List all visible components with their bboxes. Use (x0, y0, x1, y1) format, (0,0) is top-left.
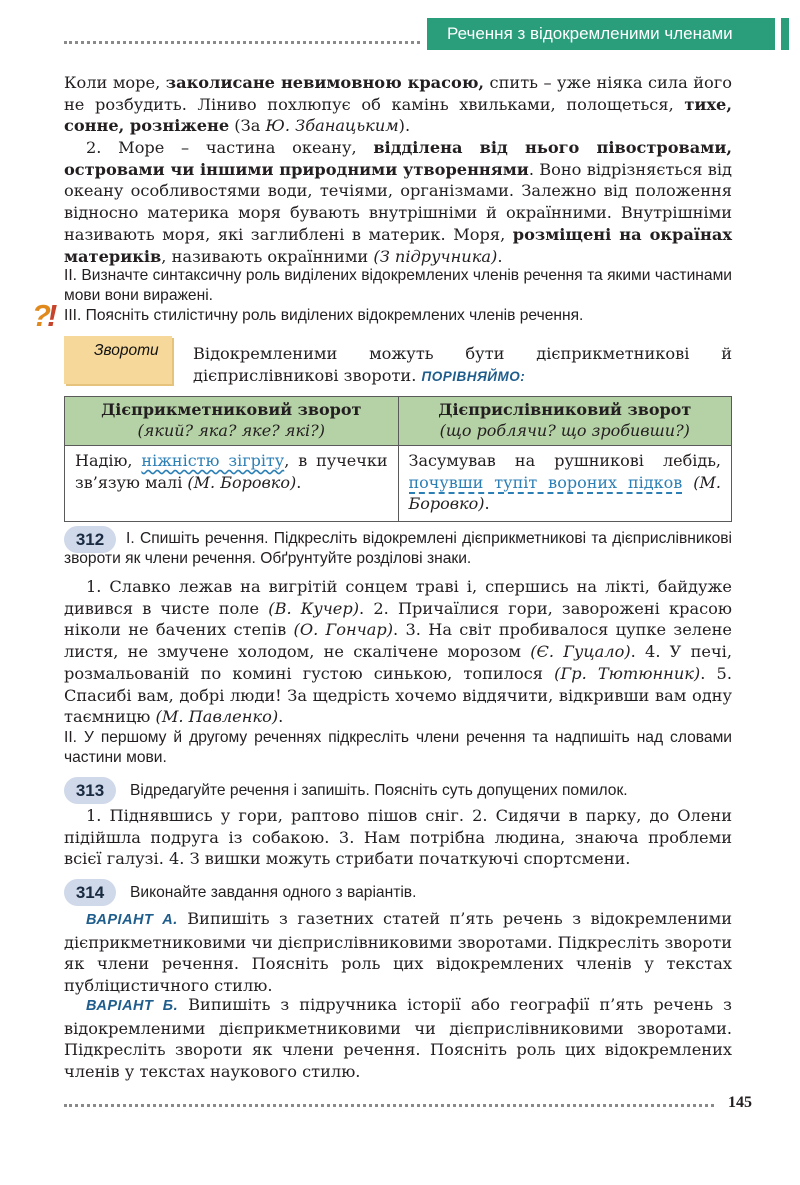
table-cell-participial-example: Надію, ніжністю зігріту, в пучечки зв’язую малі (М. Боровко). (65, 446, 399, 522)
variant-b-label: ВАРІАНТ Б. (86, 998, 179, 1014)
comparison-table (64, 396, 732, 522)
exercise-314-variant-b: ВАРІАНТ Б. Випишіть з підручника історії або географії п’ять речень з відокремленими дієприкметниковими чи дієприслівниковими зворотами. Підкресліть звороти як члени речення. Поясніть роль цих відокремлених членів у текстах наукового стилю. (64, 995, 733, 1082)
intro-paragraph-2: 2. Море – частина океану, відділена від нього півостровами, островами чи іншими природними утвореннями. Воно відрізняється від океану особливостями води, течіями, організмами. Залежно від положення відносно материка моря бувають внутрішніми й окраїнними. Внутрішніми називають моря, які заглиблені в материк. Моря, розміщені на окраїнах материків, називають окраїнними (З підручника). (64, 138, 732, 266)
table-header-participial: Дієприкметниковий зворот (який? яка? яке? які?) (65, 397, 399, 446)
theory-note: Відокремленими можуть бути дієприкметникові й дієприслівникові звороти. ПОРІВНЯЙМО: (193, 344, 732, 385)
exercise-312-task-2: II. У першому й другому реченнях підкресліть члени речення та надпишіть над словами частини мови. (64, 729, 732, 766)
page-number: 145 (728, 1094, 752, 1111)
header-edge-mark (781, 18, 789, 50)
exercise-313-badge: 313 (64, 777, 116, 804)
section-header-title: Речення з відокремленими членами (447, 24, 733, 43)
participial-phrase-highlight: ніжністю зігріту (141, 451, 285, 470)
adverbial-phrase-highlight: почувши тупіт вороних підков (408, 472, 683, 492)
question-icon: ?! (32, 298, 54, 333)
intro-paragraph-1: Коли море, заколисане невимовною красою, спить – уже ніяка сила його не розбудить. Ліниво похлюпує об камінь хвильками, полощеться, тихе, сонне, розніжене (За Ю. Збанацьким). (64, 73, 732, 136)
header-dotted-line (64, 41, 420, 44)
exercise-312-task: I. Спишіть речення. Підкресліть відокремлені дієприкметникові та дієприслівникові звороти як члени речення. Обґрунтуйте розділові знаки. (64, 530, 732, 567)
intro-task-3: III. Поясніть стилістичну роль виділених відокремлених членів речення. (64, 307, 584, 324)
variant-a-label: ВАРІАНТ А. (86, 912, 178, 928)
exercise-312-text: 1. Славко лежав на вигрітій сонцем траві і, спершись на лікті, байдуже дивився в чисте поле (В. Кучер). 2. Причаїлися гори, заворожені красою ніколи не бачених степів (О. Гончар). 3. На світ пробивалося цупке зелене листя, не змучене холодом, не скалічене морозом (Є. Гуцало). 4. У печі, розмальованій по комині густою синькою, топилося (Гр. Тютюнник). 5. Спасибі вам, добрі люди! За щедрість хочемо віддячити, відкривши вам одну таємницю (М. Павленко). (64, 577, 733, 727)
exercise-314-variant-a: ВАРІАНТ А. Випишіть з газетних статей п’ять речень з відокремленими дієприкметниковими чи дієприслівниковими зворотами. Підкресліть звороти як члени речення. Поясніть роль цих відокремлених членів у текстах публіцистичного стилю. (64, 909, 732, 996)
exercise-314-task: Виконайте завдання одного з варіантів. (130, 884, 417, 901)
table-cell-adverbial-example: Засумував на рушникові лебідь, почувши тупіт вороних підков (М. Боровко). (398, 446, 732, 522)
intro-task-2: II. Визначте синтаксичну роль виділених відокремлених членів речення та якими частинами мови вони виражені. (64, 267, 732, 304)
table-header-adverbial: Дієприслівниковий зворот (що роблячи? що зробивши?) (398, 397, 732, 446)
exercise-312-badge: 312 (64, 526, 116, 553)
compare-label: ПОРІВНЯЙМО: (421, 368, 526, 384)
sticker-note (64, 336, 172, 384)
sticker-label: Звороти (94, 342, 159, 359)
section-header (427, 18, 775, 50)
footer-dotted-line (64, 1104, 714, 1107)
exercise-314-badge: 314 (64, 879, 116, 906)
exercise-313-task: Відредагуйте речення і запишіть. Поясніть суть допущених помилок. (130, 782, 628, 799)
exercise-313-text: 1. Піднявшись у гори, раптово пішов сніг. 2. Сидячи в парку, до Олени підійшла подруга із собакою. 3. Нам потрібна людина, знаюча проблеми всієї галузі. 4. З вишки можуть стрибати початкуючі спортсмени. (64, 806, 732, 869)
